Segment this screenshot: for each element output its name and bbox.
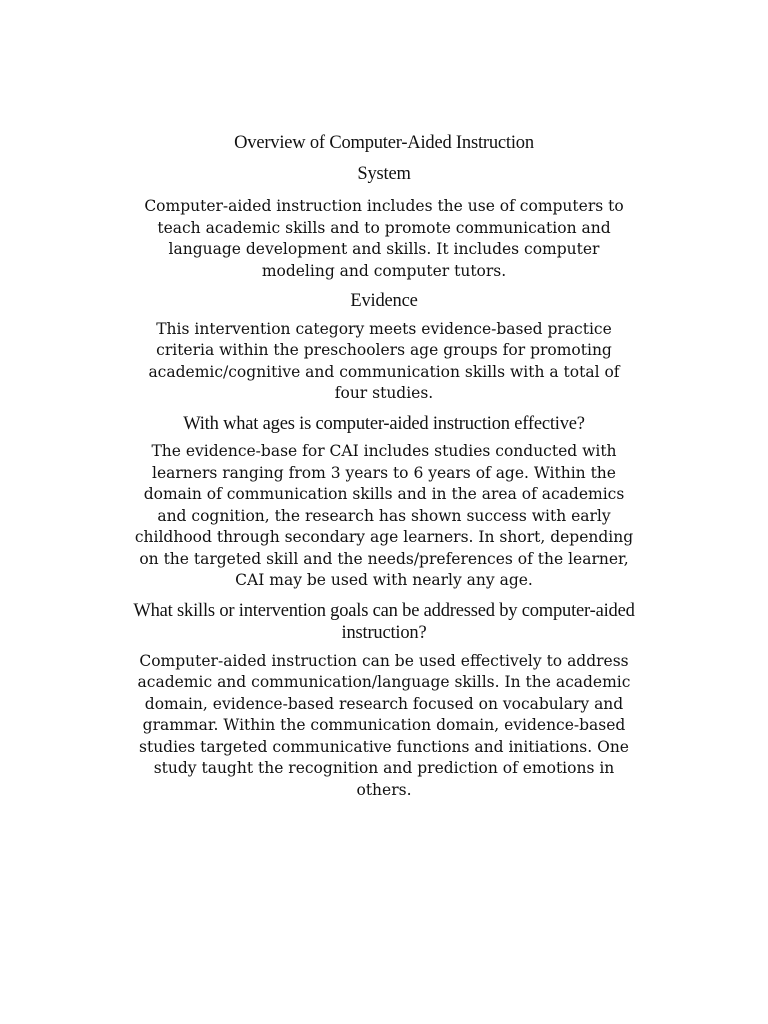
section-body-evidence: This intervention category meets evidence-based practice criteria within the preschoolers age groups for promoting academic/cognitive and communication skills with a total of four studies. — [148, 319, 620, 402]
section-heading-skills: What skills or intervention goals can be addressed by computer-aided instruction? — [133, 600, 635, 643]
section-skills — [133, 600, 635, 802]
intro-paragraph: Computer-aided instruction includes the use of computers to teach academic skills and to promote communication and language development and skills. It includes computer modeling and computer tutors. — [144, 197, 624, 280]
section-heading-ages: With what ages is computer-aided instruction effective? — [183, 413, 585, 434]
section-evidence — [133, 290, 635, 405]
document-title-line2: System — [357, 164, 411, 184]
section-body-skills: Computer-aided instruction can be used effectively to address academic and communication/language skills. In the academic domain, evidence-based research focused on vocabulary and grammar. Within the communication domain, evidence-based studies targeted communicative functions and initiations. One study taught the recognition and prediction of emotions in others. — [137, 651, 631, 799]
title-block — [133, 128, 635, 190]
section-heading-evidence: Evidence — [350, 291, 418, 311]
section-body-ages: The evidence-base for CAI includes studies conducted with learners ranging from 3 years to 6 years of age. Within the domain of communication skills and in the area of academics and cognition, the research has shown success with early childhood through secondary age learners. In short, depending on the targeted skill and the needs/preferences of the learner, CAI may be used with nearly any age. — [134, 442, 634, 589]
document-title-line1: Overview of Computer-Aided Instruction — [234, 133, 534, 153]
document-page — [133, 128, 635, 801]
section-ages — [133, 413, 635, 592]
